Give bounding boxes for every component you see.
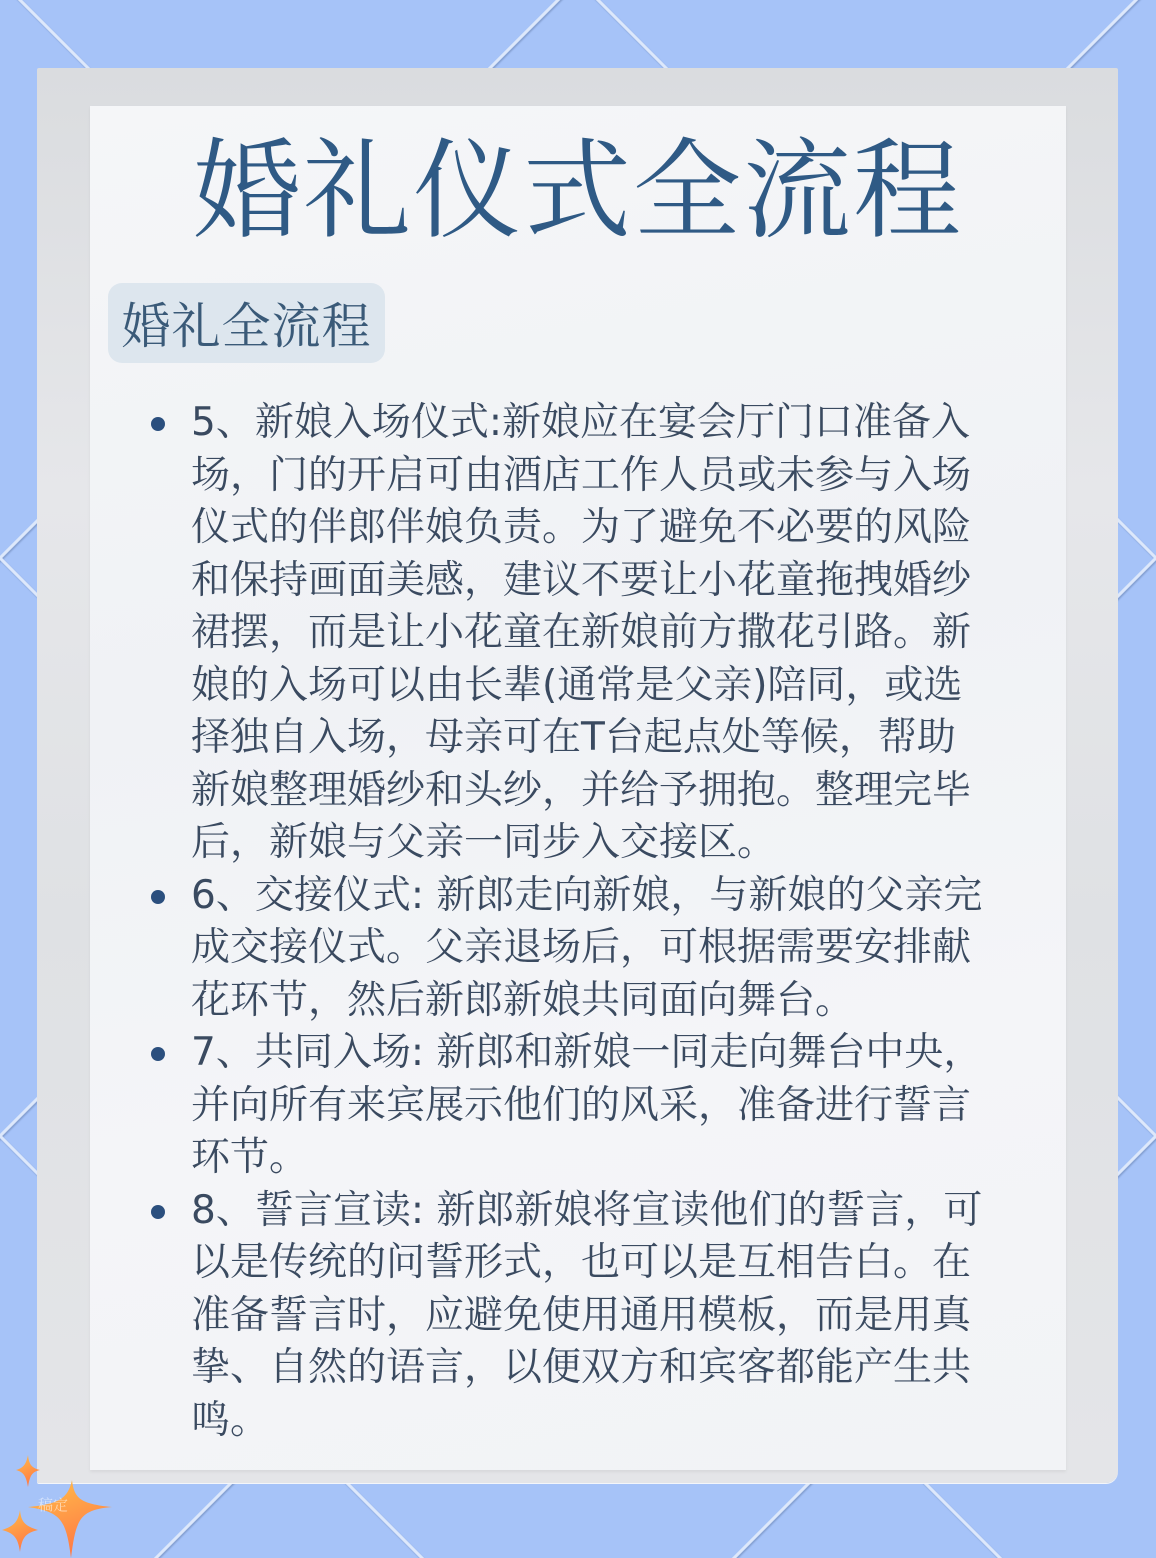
list-item-line: 8、誓言宣读: 新郎新娘将宣读他们的誓言，可 [191, 1187, 983, 1233]
bullet-icon [151, 417, 165, 431]
list-item-step-6 [140, 870, 1040, 1028]
section-badge-label: 婚礼全流程 [121, 298, 372, 355]
list-item-line: 并向所有来宾展示他们的风采，准备进行誓言 [191, 1082, 972, 1128]
list-item-line: 准备誓言时，应避免使用通用模板，而是用真 [191, 1292, 972, 1338]
ceremony-steps-list [140, 397, 1040, 1447]
list-item-line: 新娘整理婚纱和头纱，并给予拥抱。整理完毕 [191, 767, 972, 813]
bullet-icon [151, 890, 165, 904]
page-title: 婚礼仪式全流程 [192, 129, 963, 254]
list-item-step-7 [140, 1027, 1040, 1185]
list-item-line: 择独自入场，母亲可在T台起点处等候，帮助 [191, 715, 956, 760]
list-item-line: 挚、自然的语言，以便双方和宾客都能产生共 [191, 1345, 972, 1390]
list-item-step-5 [140, 397, 1040, 870]
list-item-line: 场，门的开启可由酒店工作人员或未参与入场 [191, 452, 972, 498]
watermark-text: 稿定 [38, 1496, 69, 1514]
list-item-line: 裙摆，而是让小花童在新娘前方撒花引路。新 [191, 610, 972, 655]
list-item-line: 仪式的伴郎伴娘负责。为了避免不必要的风险 [191, 505, 972, 550]
list-item-line: 后，新娘与父亲一同步入交接区。 [191, 820, 777, 865]
list-item-line: 和保持画面美感，建议不要让小花童拖拽婚纱 [191, 557, 972, 603]
bullet-icon [151, 1205, 165, 1219]
section-badge [108, 283, 385, 363]
list-item-line: 成交接仪式。父亲退场后，可根据需要安排献 [191, 925, 972, 970]
list-item-line: 环节。 [191, 1135, 309, 1180]
list-item-line: 以是传统的问誓形式，也可以是互相告白。在 [191, 1240, 972, 1285]
list-item-line: 娘的入场可以由长辈(通常是父亲)陪同，或选 [191, 662, 963, 708]
list-item-line: 花环节，然后新郎新娘共同面向舞台。 [191, 977, 855, 1023]
list-item-line: 7、共同入场: 新郎和新娘一同走向舞台中央， [191, 1030, 983, 1075]
list-item-line: 6、交接仪式: 新郎走向新娘，与新娘的父亲完 [191, 872, 983, 918]
bullet-icon [151, 1047, 165, 1061]
list-item-line: 5、新娘入场仪式:新娘应在宴会厅门口准备入 [191, 400, 970, 445]
list-item-line: 鸣。 [191, 1397, 270, 1443]
list-item-step-8 [140, 1185, 1040, 1448]
